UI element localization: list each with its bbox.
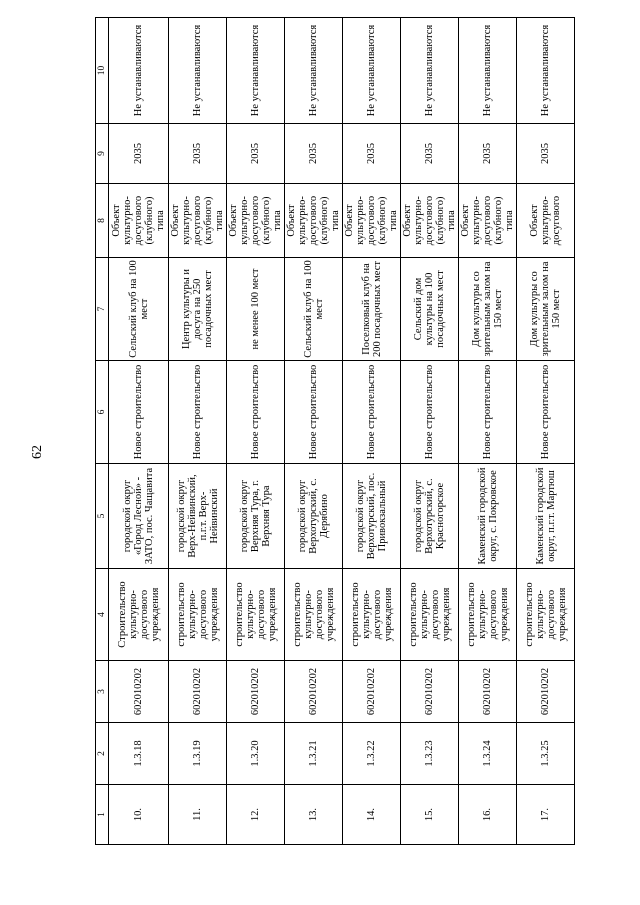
page-number: 62 xyxy=(30,445,45,459)
table-cell: 2035 xyxy=(401,124,459,184)
table-cell: 1.3.21 xyxy=(285,723,343,785)
column-header: 1 xyxy=(96,785,109,845)
table-cell: Новое строительство xyxy=(517,361,575,464)
table-cell: Не устанавливаются xyxy=(285,18,343,124)
table-row xyxy=(285,18,343,845)
table-cell: строительство культурно-досугового учреждения xyxy=(343,569,401,661)
table-cell: Сельский клуб на 100 мест xyxy=(109,258,169,361)
table-row xyxy=(343,18,401,845)
table-cell: Объект культурно-досугового (клубного) типа xyxy=(169,184,227,258)
table-cell: Не устанавливаются xyxy=(169,18,227,124)
table-cell: Новое строительство xyxy=(401,361,459,464)
table-row xyxy=(109,18,169,845)
table-cell: Не устанавливаются xyxy=(517,18,575,124)
table-cell: Каменский городской округ, с. Покровское xyxy=(459,464,517,569)
table-cell: 1.3.24 xyxy=(459,723,517,785)
table-cell: Сельский клуб на 100 мест xyxy=(285,258,343,361)
table-cell: Не устанавливаются xyxy=(227,18,285,124)
table-cell: 602010202 xyxy=(169,661,227,723)
table-cell: Дом культуры со зрительным залом на 150 мест xyxy=(517,258,575,361)
table-cell: Каменский городской округ, п.г.т. Мартюш xyxy=(517,464,575,569)
table-cell: 1.3.23 xyxy=(401,723,459,785)
column-header: 5 xyxy=(96,464,109,569)
table-cell: городской округ «Город Лесной» - ЗАТО, пос. Чащавита xyxy=(109,464,169,569)
table-cell: строительство культурно-досугового учреждения xyxy=(227,569,285,661)
table-cell: Не устанавливаются xyxy=(401,18,459,124)
table-row xyxy=(227,18,285,845)
table-cell: Новое строительство xyxy=(285,361,343,464)
table-cell: 15. xyxy=(401,785,459,845)
table-cell: Новое строительство xyxy=(459,361,517,464)
table-cell: 602010202 xyxy=(401,661,459,723)
table-cell: 2035 xyxy=(109,124,169,184)
column-header: 3 xyxy=(96,661,109,723)
table-cell: Объект культурно-досугового (клубного) типа xyxy=(401,184,459,258)
table-cell: городской округ Верхотурский, пос. Привокзальный xyxy=(343,464,401,569)
table-cell: 13. xyxy=(285,785,343,845)
table-cell: Сельский дом культуры на 100 посадочных мест xyxy=(401,258,459,361)
column-header: 2 xyxy=(96,723,109,785)
table-container xyxy=(95,18,580,845)
column-header: 6 xyxy=(96,361,109,464)
table-cell: Строительство культурно-досугового учреждения xyxy=(109,569,169,661)
table-cell: 2035 xyxy=(169,124,227,184)
table-cell: Не устанавливаются xyxy=(343,18,401,124)
table-cell: 2035 xyxy=(517,124,575,184)
column-header: 4 xyxy=(96,569,109,661)
table-cell: 602010202 xyxy=(285,661,343,723)
table-cell: Дом культуры со зрительным залом на 150 мест xyxy=(459,258,517,361)
table-cell: 2035 xyxy=(285,124,343,184)
table-cell: городской округ Верхотурский, с. Дерябино xyxy=(285,464,343,569)
table-cell: Поселковый клуб на 200 посадочных мест xyxy=(343,258,401,361)
table-cell: Объект культурно-досугового (клубного) типа xyxy=(227,184,285,258)
table-cell: 1.3.22 xyxy=(343,723,401,785)
table-cell: Новое строительство xyxy=(109,361,169,464)
table-cell: 2035 xyxy=(343,124,401,184)
table-cell: 602010202 xyxy=(227,661,285,723)
table-cell: городской округ Верхняя Тура, г. Верхняя Тура xyxy=(227,464,285,569)
table-cell: 1.3.25 xyxy=(517,723,575,785)
table-cell: Новое строительство xyxy=(169,361,227,464)
table-cell: 602010202 xyxy=(459,661,517,723)
table-cell: Не устанавливаются xyxy=(459,18,517,124)
table-cell: Центр культуры и досуга на 250 посадочных мест xyxy=(169,258,227,361)
table-cell: 1.3.19 xyxy=(169,723,227,785)
table-cell: строительство культурно-досугового учреждения xyxy=(169,569,227,661)
table-cell: 602010202 xyxy=(517,661,575,723)
table-cell: 1.3.20 xyxy=(227,723,285,785)
table-cell: 2035 xyxy=(227,124,285,184)
table-cell: строительство культурно-досугового учреждения xyxy=(285,569,343,661)
table-cell: Объект культурно-досугового (клубного) типа xyxy=(285,184,343,258)
table-row xyxy=(517,18,575,845)
table-cell: 11. xyxy=(169,785,227,845)
column-header: 10 xyxy=(96,18,109,124)
column-header: 9 xyxy=(96,124,109,184)
table-cell: городской округ Верх-Нейвинский, п.г.т. Верх-Нейвинский xyxy=(169,464,227,569)
table-cell: 602010202 xyxy=(109,661,169,723)
table-cell: Объект культурно-досугового (клубного) типа xyxy=(109,184,169,258)
table-cell: строительство культурно-досугового учреждения xyxy=(401,569,459,661)
table-cell: 10. xyxy=(109,785,169,845)
table-cell: не менее 100 мест xyxy=(227,258,285,361)
table-cell: 2035 xyxy=(459,124,517,184)
table-row xyxy=(169,18,227,845)
table-cell: Новое строительство xyxy=(227,361,285,464)
table-cell: 16. xyxy=(459,785,517,845)
header-row xyxy=(96,18,109,845)
data-table xyxy=(95,17,575,845)
table-cell: строительство культурно-досугового учреждения xyxy=(517,569,575,661)
table-cell: Объект культурно-досугового (клубного) типа xyxy=(343,184,401,258)
table-cell: 14. xyxy=(343,785,401,845)
table-cell: строительство культурно-досугового учреждения xyxy=(459,569,517,661)
column-header: 8 xyxy=(96,184,109,258)
table-cell: Объект культурно-досугового xyxy=(517,184,575,258)
table-cell: городской округ Верхотурский, с. Красногорское xyxy=(401,464,459,569)
table-cell: 17. xyxy=(517,785,575,845)
table-cell: Не устанавливаются xyxy=(109,18,169,124)
table-row xyxy=(459,18,517,845)
table-cell: 602010202 xyxy=(343,661,401,723)
table-cell: Новое строительство xyxy=(343,361,401,464)
column-header: 7 xyxy=(96,258,109,361)
table-cell: 12. xyxy=(227,785,285,845)
table-cell: 1.3.18 xyxy=(109,723,169,785)
table-cell: Объект культурно-досугового (клубного) типа xyxy=(459,184,517,258)
table-row xyxy=(401,18,459,845)
